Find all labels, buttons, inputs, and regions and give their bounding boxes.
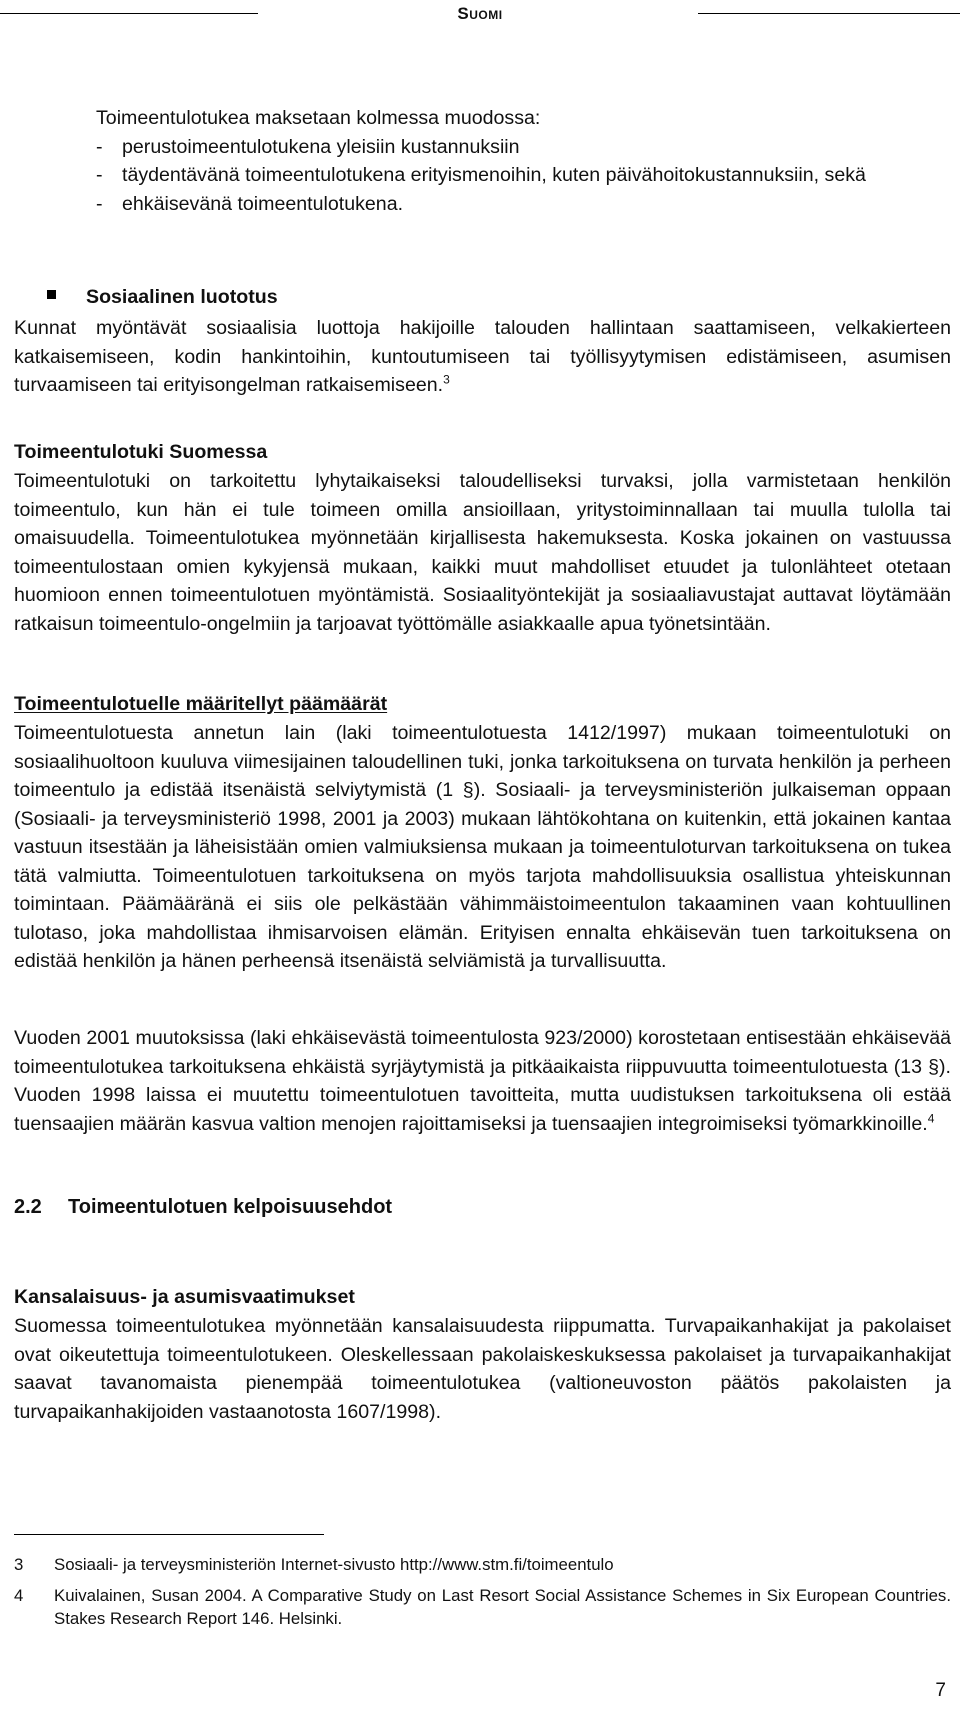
section-heading: Toimeentulotuen kelpoisuusehdot <box>68 1196 393 1218</box>
footnote <box>14 1584 951 1630</box>
intro-item-text: täydentävänä toimeentulotukena erityismenoihin, kuten päivähoitokustannuksiin, sekä <box>122 164 866 186</box>
header-title: Suomi <box>457 4 503 23</box>
intro-item-text: ehkäisevänä toimeentulotukena. <box>122 192 404 215</box>
page-number: 7 <box>935 1680 946 1701</box>
social-credit-text: Kunnat myöntävät sosiaalisia luottoja hakijoille talouden hallintaan saattamiseen, velkakierteen katkaisemiseen, kodin hankintoihin, kuntoutumiseen tai työllisyytymisen edistämiseen, asumisen turvaamiseen tai erityisongelman ratkaisemiseen. <box>14 317 951 396</box>
footnote-ref: 4 <box>927 1110 935 1125</box>
footnote-number: 4 <box>14 1586 24 1605</box>
social-credit-title: Sosiaalinen luototus <box>86 286 278 308</box>
dash-marker: - <box>96 192 103 215</box>
intro-block <box>96 104 952 218</box>
section-goals-title: Toimeentulotuelle määritellyt päämäärät <box>14 693 388 715</box>
footnote-number: 3 <box>14 1555 24 1574</box>
footnote-text: Kuivalainen, Susan 2004. A Comparative Study on Last Resort Social Assistance Schemes in Six European Countries. Stakes Research Report 146. Helsinki. <box>54 1586 951 1628</box>
intro-item <box>96 133 952 162</box>
section-finland-title: Toimeentulotuki Suomessa <box>14 441 268 463</box>
section-goals-para1: Toimeentulotuesta annetun lain (laki toimeentulotuesta 1412/1997) mukaan toimeentulotuki on sosiaalihuoltoon kuuluva viimesijainen taloudellinen tuki, jonka tarkoituksena on turvata henkilön ja perheen toimeentulo ja edistää itsenäistä selviytymistä (1 §). Sosiaali- ja terveysministeriön julkaiseman oppaan (Sosiaali- ja terveysministeriö 1998, 2001 ja 2003) mukaan lähtökohtana on kuitenkin, että jokainen kantaa vastuun itsestään ja läheisistään omien valmiuksiensa mukaan ja toimeentuloturvan tarkoituksena on tukea tätä valmiutta. Toimeentulotuen tarkoituksena on myös tarjota mahdollisuuksia osallistua yhteiskunnan toimintaan. Päämääränä ei siis ole pelkästään vähimmäistoimeentulon takaaminen vaan kohtuullinen tulotaso, joka mahdollistaa ihmisarvoisen elämän. Erityisen ennalta ehkäisevän tuen tarkoituksena on edistää henkilön ja hänen perheensä itsenäistä selviämistä ja turvallisuutta. <box>14 722 951 972</box>
footnote-divider <box>14 1534 324 1535</box>
footnote <box>14 1553 951 1576</box>
header-rule-left <box>0 13 258 14</box>
intro-item <box>96 161 952 190</box>
intro-item <box>96 190 952 219</box>
header-rule-right <box>698 13 960 14</box>
section-number: 2.2 <box>14 1196 42 1218</box>
intro-lead: Toimeentulotukea maksetaan kolmessa muodossa: <box>96 107 541 129</box>
section-finland-body: Toimeentulotuki on tarkoitettu lyhytaikaiseksi taloudelliseksi turvaksi, jolla varmistetaan henkilön toimeentulo, kun hän ei tule toimeen omilla ansioillaan, yritystoiminnallaan tai muulla tulolla tai omaisuudella. Toimeentulotukea myönnetään kirjallisesta hakemuksesta. Koska jokainen on vastuussa toimeentulostaan omien kykyjensä mukaan, kaikki muut mahdolliset etuudet ja tulonlähteet otetaan huomioon ennen toimeentulotuen myöntämistä. Sosiaalityöntekijät ja sosiaaliavustajat auttavat löytämään ratkaisun toimeentulo-ongelmiin ja tarjoavat työttömälle asiakkaalle apua työnetsintään. <box>14 470 951 635</box>
dash-marker: - <box>96 164 103 186</box>
section-goals-para2-text: Vuoden 2001 muutoksissa (laki ehkäisevästä toimeentulosta 923/2000) korostetaan entisestään ehkäisevää toimeentulotukea tarkoituksena ehkäistä syrjäytymistä ja pitkäaikaista riippuvuutta toimeentulotuesta (13 §). Vuoden 1998 laissa ei muutettu toimeentulotuen tavoitteita, mutta uudistuksen tarkoituksena oli estää tuensaajien määrän kasvua valtion menojen rajoittamiseksi ja tuensaajien integroimiseksi työmarkkinoille. <box>14 1027 951 1135</box>
footnote-ref: 3 <box>443 372 450 387</box>
citizenship-body: Suomessa toimeentulotukea myönnetään kansalaisuudesta riippumatta. Turvapaikanhakijat ja pakolaiset ovat oikeutettuja toimeentulotukeen. Oleskellessaan pakolaiskeskuksessa pakolaiset ja turvapaikanhakijat saavat tavanomaista pienempää toimeentulotukea (valtioneuvoston päätös pakolaisten ja turvapaikanhakijoiden vastaanotosta 1607/1998). <box>14 1315 951 1423</box>
citizenship-title: Kansalaisuus- ja asumisvaatimukset <box>14 1286 355 1308</box>
social-credit-body <box>14 314 951 400</box>
dash-marker: - <box>96 135 103 158</box>
footnote-text: Sosiaali- ja terveysministeriön Internet-sivusto http://www.stm.fi/toimeentulo <box>54 1555 614 1574</box>
section-goals-para2 <box>14 1024 951 1138</box>
square-bullet-icon <box>47 290 56 299</box>
intro-item-text: perustoimeentulotukena yleisiin kustannuksiin <box>122 135 520 158</box>
